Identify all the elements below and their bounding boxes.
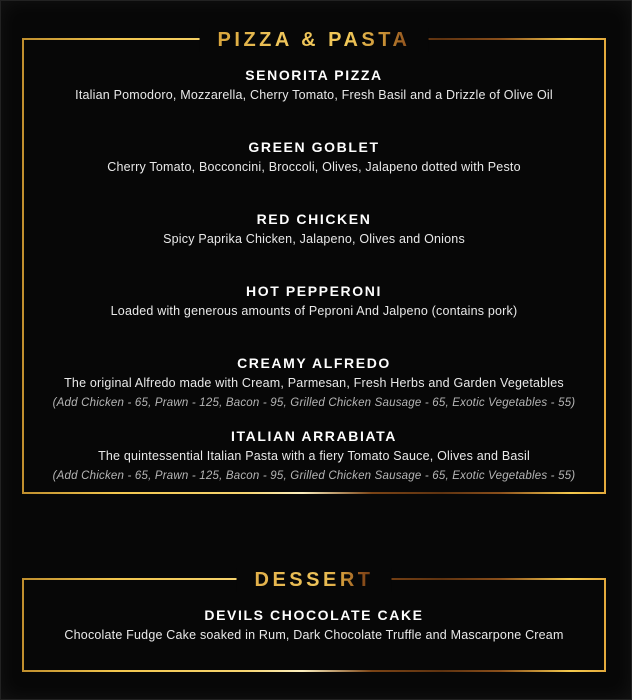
menu-item-hot-pepperoni [44, 282, 584, 320]
section-title-text: DESSERT [254, 569, 374, 591]
item-name: RED CHICKEN [256, 211, 372, 227]
item-name: SENORITA PIZZA [245, 67, 383, 83]
menu-item-italian-arrabiata [44, 427, 584, 484]
menu-item-senorita-pizza [44, 66, 584, 104]
item-name: DEVILS CHOCOLATE CAKE [204, 607, 424, 623]
menu-item-red-chicken [44, 210, 584, 248]
item-addons-note: (Add Chicken - 65, Prawn - 125, Bacon - 95, Grilled Chicken Sausage - 65, Exotic Vegetables - 55) [52, 470, 576, 482]
menu-item-devils-chocolate-cake [44, 606, 584, 644]
section-pizza-pasta [22, 29, 606, 494]
section-title-text: PIZZA & PASTA [217, 29, 411, 51]
item-name: ITALIAN ARRABIATA [231, 428, 397, 444]
item-name: GREEN GOBLET [248, 139, 380, 155]
item-description: The original Alfredo made with Cream, Parmesan, Fresh Herbs and Garden Vegetables [64, 376, 564, 390]
menu-item-green-goblet [44, 138, 584, 176]
item-name: HOT PEPPERONI [246, 283, 382, 299]
item-name: CREAMY ALFREDO [237, 355, 391, 371]
item-description: Spicy Paprika Chicken, Jalapeno, Olives and Onions [163, 232, 465, 246]
section-dessert [22, 569, 606, 672]
section-title-pizza-pasta [200, 28, 429, 52]
item-description: Italian Pomodoro, Mozzarella, Cherry Tomato, Fresh Basil and a Drizzle of Olive Oil [75, 88, 553, 102]
item-addons-note: (Add Chicken - 65, Prawn - 125, Bacon - 95, Grilled Chicken Sausage - 65, Exotic Vegetables - 55) [52, 397, 576, 409]
item-description: The quintessential Italian Pasta with a fiery Tomato Sauce, Olives and Basil [98, 449, 530, 463]
item-description: Chocolate Fudge Cake soaked in Rum, Dark Chocolate Truffle and Mascarpone Cream [64, 628, 564, 642]
menu-item-creamy-alfredo [44, 354, 584, 411]
section-content-pizza-pasta [24, 40, 604, 484]
section-title-dessert [237, 568, 392, 592]
item-description: Loaded with generous amounts of Peproni And Jalpeno (contains pork) [110, 304, 518, 318]
item-description: Cherry Tomato, Bocconcini, Broccoli, Olives, Jalapeno dotted with Pesto [107, 160, 521, 174]
